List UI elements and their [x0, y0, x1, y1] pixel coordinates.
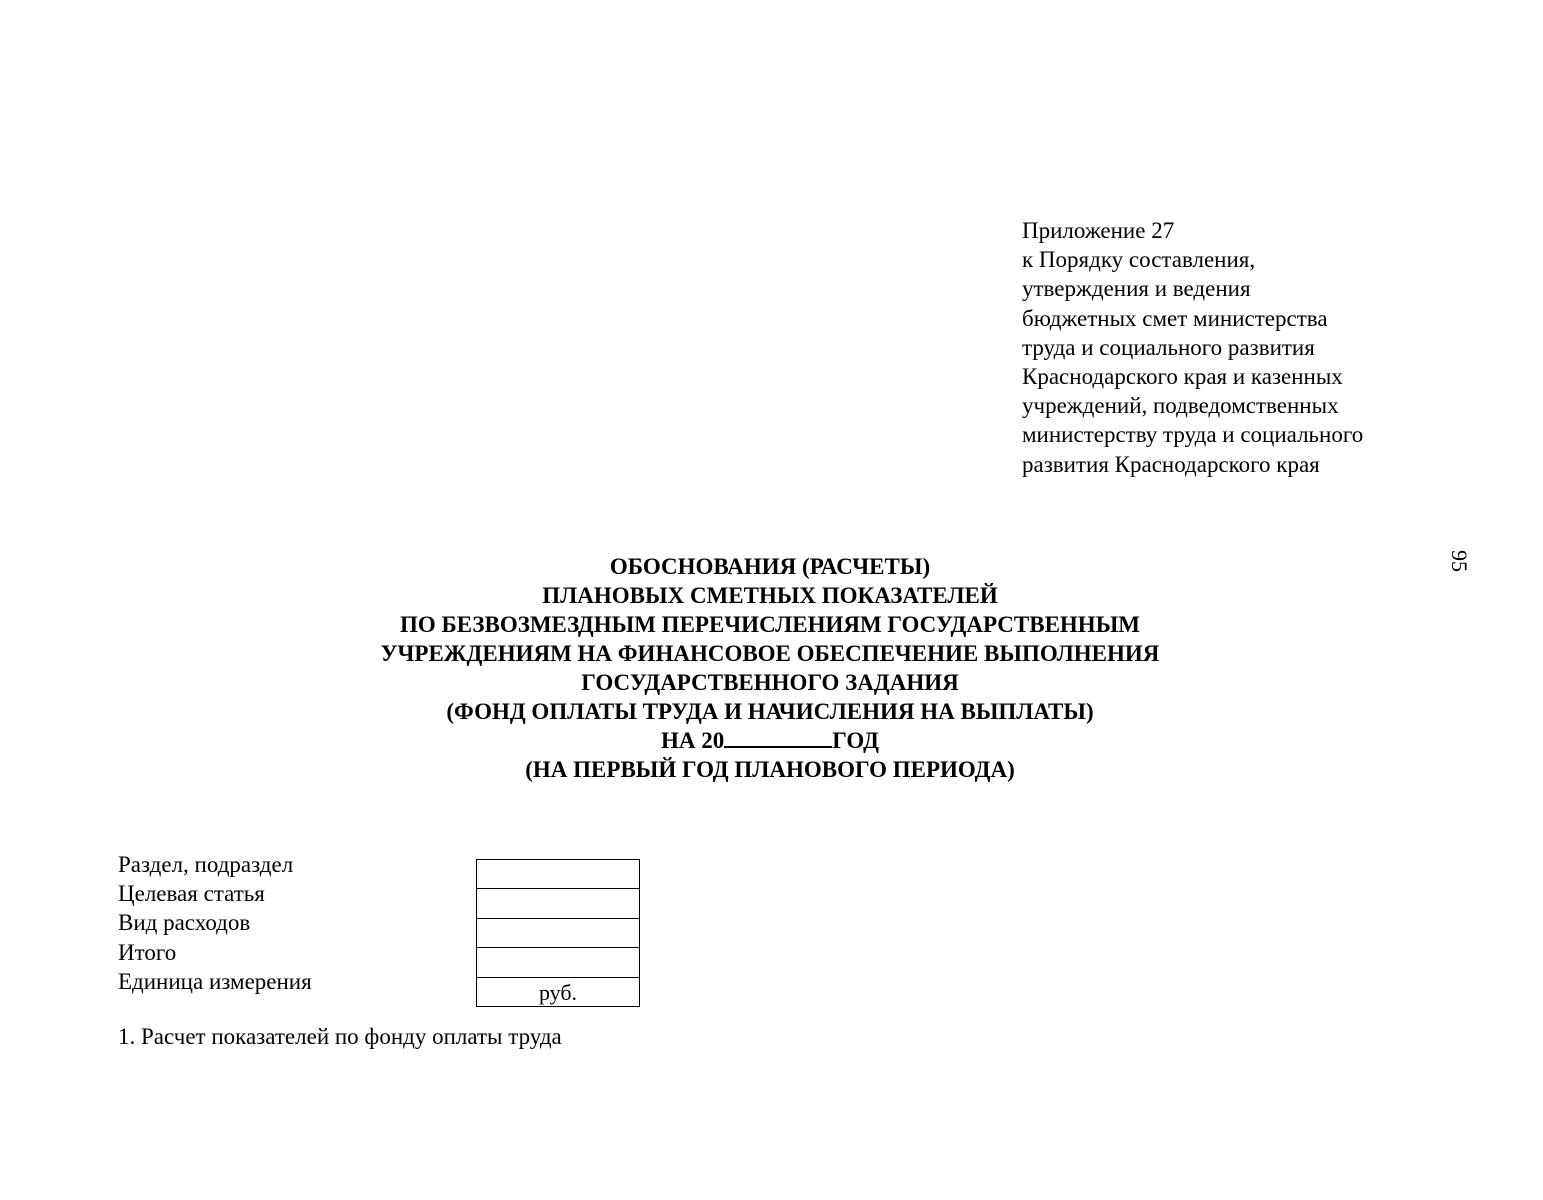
title-year-line [300, 726, 1240, 755]
total-field[interactable] [477, 948, 639, 977]
year-suffix: ГОД [832, 728, 879, 753]
appendix-line: Приложение 27 [1022, 218, 1175, 243]
appendix-line: Краснодарского края и казенных [1022, 364, 1343, 390]
appendix-line: бюджетных смет министерства [1022, 305, 1328, 331]
year-blank-field[interactable] [724, 726, 832, 748]
title-line: ПЛАНОВЫХ СМЕТНЫХ ПОКАЗАТЕЛЕЙ [542, 583, 998, 608]
appendix-line: развития Краснодарского края [1022, 451, 1320, 477]
section-code-field[interactable] [477, 860, 639, 889]
document-title [300, 552, 1240, 784]
title-line: ОБОСНОВАНИЯ (РАСЧЕТЫ) [609, 554, 931, 579]
year-prefix: НА 20 [661, 728, 725, 753]
label-section: Раздел, подраздел [118, 852, 294, 877]
form-labels [118, 850, 312, 996]
page-number: 95 [1447, 550, 1472, 572]
appendix-line: министерству труда и социального [1022, 422, 1364, 448]
title-line: ГОСУДАРСТВЕННОГО ЗАДАНИЯ [581, 670, 959, 695]
title-line: (ФОНД ОПЛАТЫ ТРУДА И НАЧИСЛЕНИЯ НА ВЫПЛАТЫ) [446, 699, 1094, 724]
code-box [476, 859, 640, 1007]
expense-type-field[interactable] [477, 919, 639, 948]
appendix-line: к Порядку составления, [1022, 247, 1256, 273]
appendix-line: утверждения и ведения [1022, 276, 1251, 302]
title-line: ПО БЕЗВОЗМЕЗДНЫМ ПЕРЕЧИСЛЕНИЯМ ГОСУДАРСТВЕННЫМ [399, 612, 1140, 637]
section-heading: 1. Расчет показателей по фонду оплаты труда [118, 1024, 562, 1049]
label-target-article: Целевая статья [118, 881, 265, 907]
appendix-line: труда и социального развития [1022, 334, 1315, 360]
appendix-note [1022, 216, 1442, 479]
target-article-field[interactable] [477, 889, 639, 918]
label-expense-type: Вид расходов [118, 910, 251, 936]
label-total: Итого [118, 939, 177, 965]
title-period-line: (НА ПЕРВЫЙ ГОД ПЛАНОВОГО ПЕРИОДА) [525, 757, 1015, 782]
unit-field: руб. [538, 979, 578, 1005]
title-line: УЧРЕЖДЕНИЯМ НА ФИНАНСОВОЕ ОБЕСПЕЧЕНИЕ ВЫПОЛНЕНИЯ [380, 641, 1160, 666]
appendix-line: учреждений, подведомственных [1022, 393, 1339, 419]
label-unit: Единица измерения [118, 968, 312, 994]
